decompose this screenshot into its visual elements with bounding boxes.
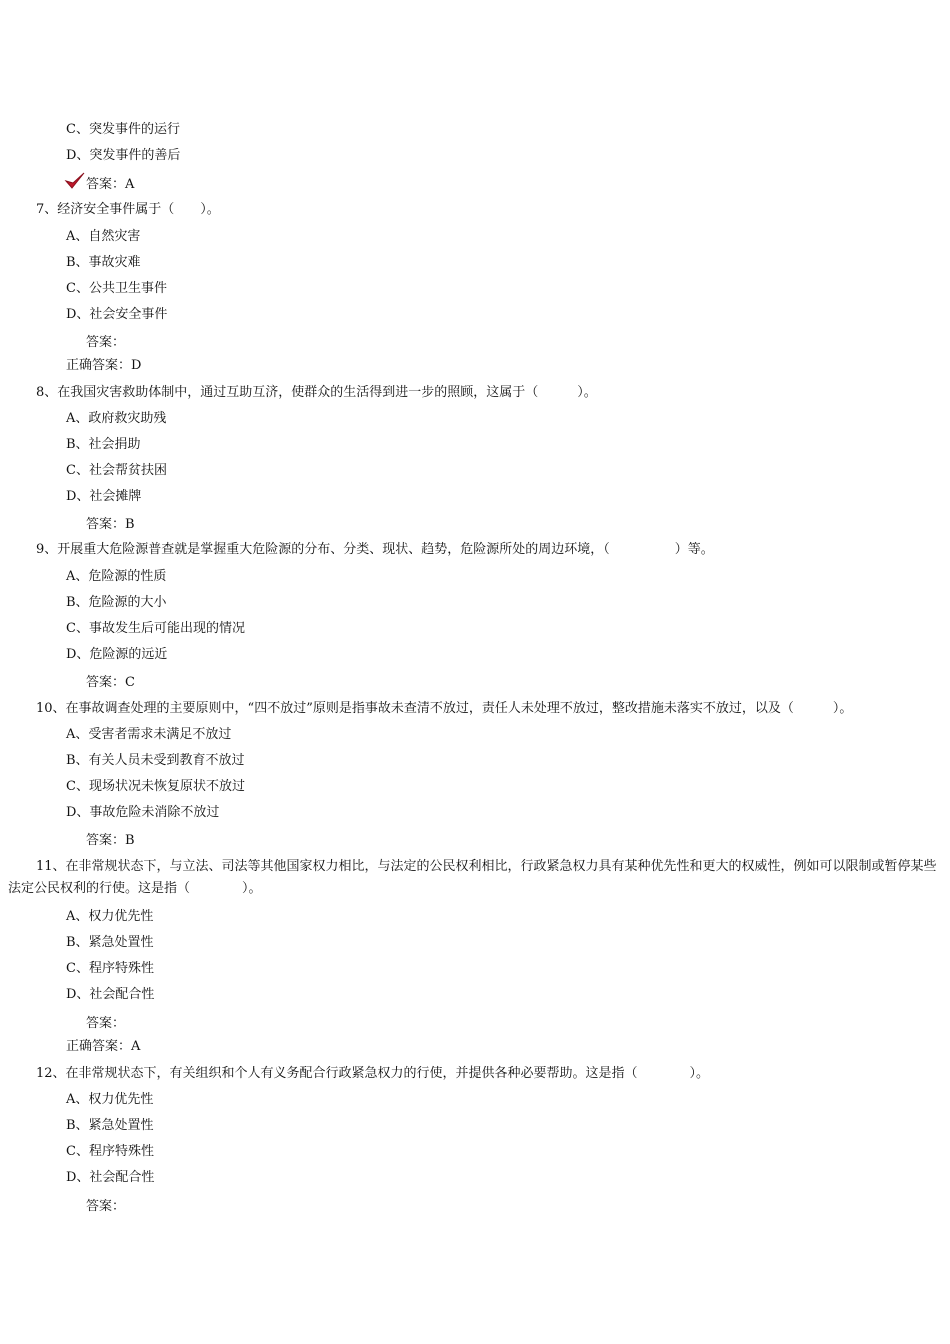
question-8-answer: 答案：B [86, 517, 135, 532]
question-12-option-a: A、权力优先性 [66, 1092, 154, 1107]
question-9-option-a: A、危险源的性质 [66, 569, 167, 584]
question-12-option-d: D、社会配合性 [66, 1170, 155, 1185]
question-7-stem: 7、经济安全事件属于（ ）。 [36, 202, 220, 217]
prev-option-c: C、突发事件的运行 [66, 122, 180, 137]
question-8-option-c: C、社会帮贫扶困 [66, 463, 167, 478]
question-12-option-b: B、紧急处置性 [66, 1118, 154, 1133]
question-7-correct-answer: 正确答案：D [66, 358, 142, 373]
prev-option-d: D、突发事件的善后 [66, 148, 181, 163]
question-8-stem: 8、在我国灾害救助体制中，通过互助互济，使群众的生活得到进一步的照顾，这属于（ ）。 [36, 385, 597, 400]
question-11-option-a: A、权力优先性 [66, 909, 154, 924]
question-11-option-d: D、社会配合性 [66, 987, 155, 1002]
question-12-answer: 答案： [86, 1199, 126, 1214]
question-11-correct-answer: 正确答案：A [66, 1039, 141, 1054]
question-10-stem: 10、在事故调查处理的主要原则中，“四不放过”原则是指事故未查清不放过，责任人未处理不放过，整改措施未落实不放过，以及（ ）。 [36, 701, 853, 716]
question-11-option-b: B、紧急处置性 [66, 935, 154, 950]
prev-answer: 答案：A [86, 177, 135, 192]
question-9-option-c: C、事故发生后可能出现的情况 [66, 621, 245, 636]
red-check-mark-icon [64, 171, 86, 191]
question-10-option-a: A、受害者需求未满足不放过 [66, 727, 232, 742]
question-9-answer: 答案：C [86, 675, 135, 690]
question-10-option-b: B、有关人员未受到教育不放过 [66, 753, 245, 768]
question-7-option-b: B、事故灾难 [66, 255, 141, 270]
question-11-option-c: C、程序特殊性 [66, 961, 154, 976]
question-9-stem: 9、开展重大危险源普查就是掌握重大危险源的分布、分类、现状、趋势，危险源所处的周边环境，（ ）等。 [36, 542, 714, 557]
question-10-option-c: C、现场状况未恢复原状不放过 [66, 779, 245, 794]
question-7-option-c: C、公共卫生事件 [66, 281, 167, 296]
question-8-option-d: D、社会摊牌 [66, 489, 142, 504]
question-12-option-c: C、程序特殊性 [66, 1144, 154, 1159]
question-8-option-a: A、政府救灾助残 [66, 411, 167, 426]
question-9-option-d: D、危险源的远近 [66, 647, 168, 662]
question-10-option-d: D、事故危险未消除不放过 [66, 805, 220, 820]
question-11-stem: 11、在非常规状态下，与立法、司法等其他国家权力相比，与法定的公民权利相比，行政紧急权力具有某种优先性和更大的权威性，例如可以限制或暂停某些法定公民权利的行使。这是指（ ）。 [8, 859, 937, 896]
question-7-option-a: A、自然灾害 [66, 229, 141, 244]
question-7-option-d: D、社会安全事件 [66, 307, 168, 322]
question-12-stem: 12、在非常规状态下，有关组织和个人有义务配合行政紧急权力的行使，并提供各种必要帮助。这是指（ ）。 [36, 1066, 710, 1081]
question-11-answer: 答案： [86, 1016, 126, 1031]
question-9-option-b: B、危险源的大小 [66, 595, 167, 610]
question-10-answer: 答案：B [86, 833, 135, 848]
question-7-answer: 答案： [86, 335, 126, 350]
question-8-option-b: B、社会捐助 [66, 437, 141, 452]
